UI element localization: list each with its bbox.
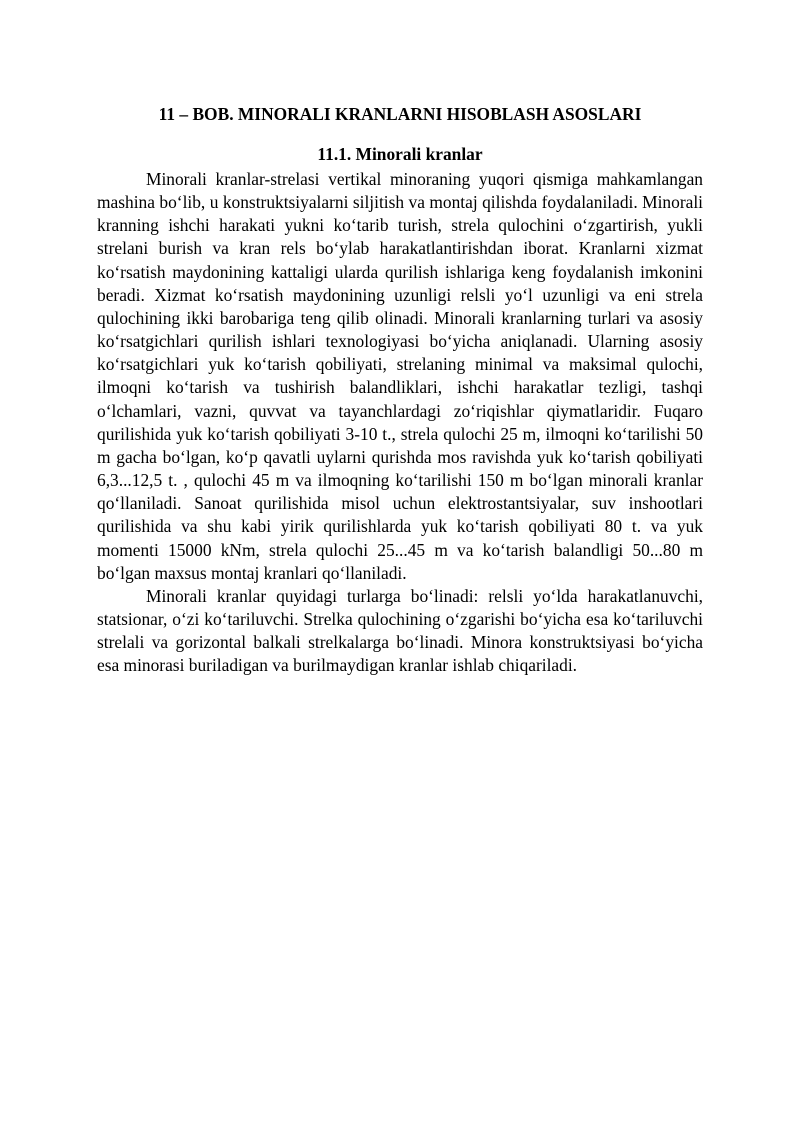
section-title: 11.1. Minorali kranlar <box>317 144 483 164</box>
chapter-title: 11 – BOB. MINORALI KRANLARNI HISOBLASH ASOSLARI <box>158 104 642 124</box>
body-paragraph: Minorali kranlar-strelasi vertikal minoraning yuqori qismiga mahkamlangan mashina boʻlib, u konstruktsiyalarni siljitish va montaj qilishda foydalaniladi. Minorali kranning ishchi harakati yukni koʻtarib turish, strela qulochini oʻzgartirish, yukli strelani burish va kran rels boʻylab harakatlantirishdan iborat. Kranlarni xizmat koʻrsatish maydonining kattaligi ularda qurilish ishlariga keng foydalanish imkonini beradi. Xizmat koʻrsatish maydonining uzunligi relsli yoʻl uzunligi va eni strela qulochining ikki barobariga teng qilib olinadi. Minorali kranlarning turlari va asosiy koʻrsatgichlari qurilish ishlari texnologiyasi boʻyicha aniqlanadi. Ularning asosiy koʻrsatgichlari yuk koʻtarish qobiliyati, strelaning minimal va maksimal qulochi, ilmoqni koʻtarish va tushirish balandliklari, ishchi harakatlar tezligi, tashqi oʻlchamlari, vazni, quvvat va tayanchlardagi zoʻriqishlar qiymatlaridir. Fuqaro qurilishida yuk koʻtarish qobiliyati 3-10 t., strela qulochi 25 m, ilmoqni koʻtarilishi 50 m gacha boʻlgan, koʻp qavatli uylarni qurishda mos ravishda yuk koʻtarish qobiliyati 6,3...12,5 t. , qulochi 45 m va ilmoqning koʻtarilishi 150 m boʻlgan minorali kranlar qoʻllaniladi. Sanoat qurilishida misol uchun elektrostantsiyalar, suv inshootlari qurilishida va shu kabi yirik qurilishlarda yuk koʻtarish qobiliyati 80 t. va yuk momenti 15000 kNm, strela qulochi 25...45 m va koʻtarish balandligi 50...80 m boʻlgan maxsus montaj kranlari qoʻllaniladi. <box>97 169 703 583</box>
body-paragraph: Minorali kranlar quyidagi turlarga boʻlinadi: relsli yoʻlda harakatlanuvchi, statsionar, oʻzi koʻtariluvchi. Strelka qulochining oʻzgarishi boʻyicha esa koʻtariluvchi strelali va gorizontal balkali strelkalarga boʻlinadi. Minora konstruktsiyasi boʻyicha esa minorasi buriladigan va burilmaydigan kranlar ishlab chiqariladi. <box>97 585 703 676</box>
page-content <box>97 103 703 677</box>
